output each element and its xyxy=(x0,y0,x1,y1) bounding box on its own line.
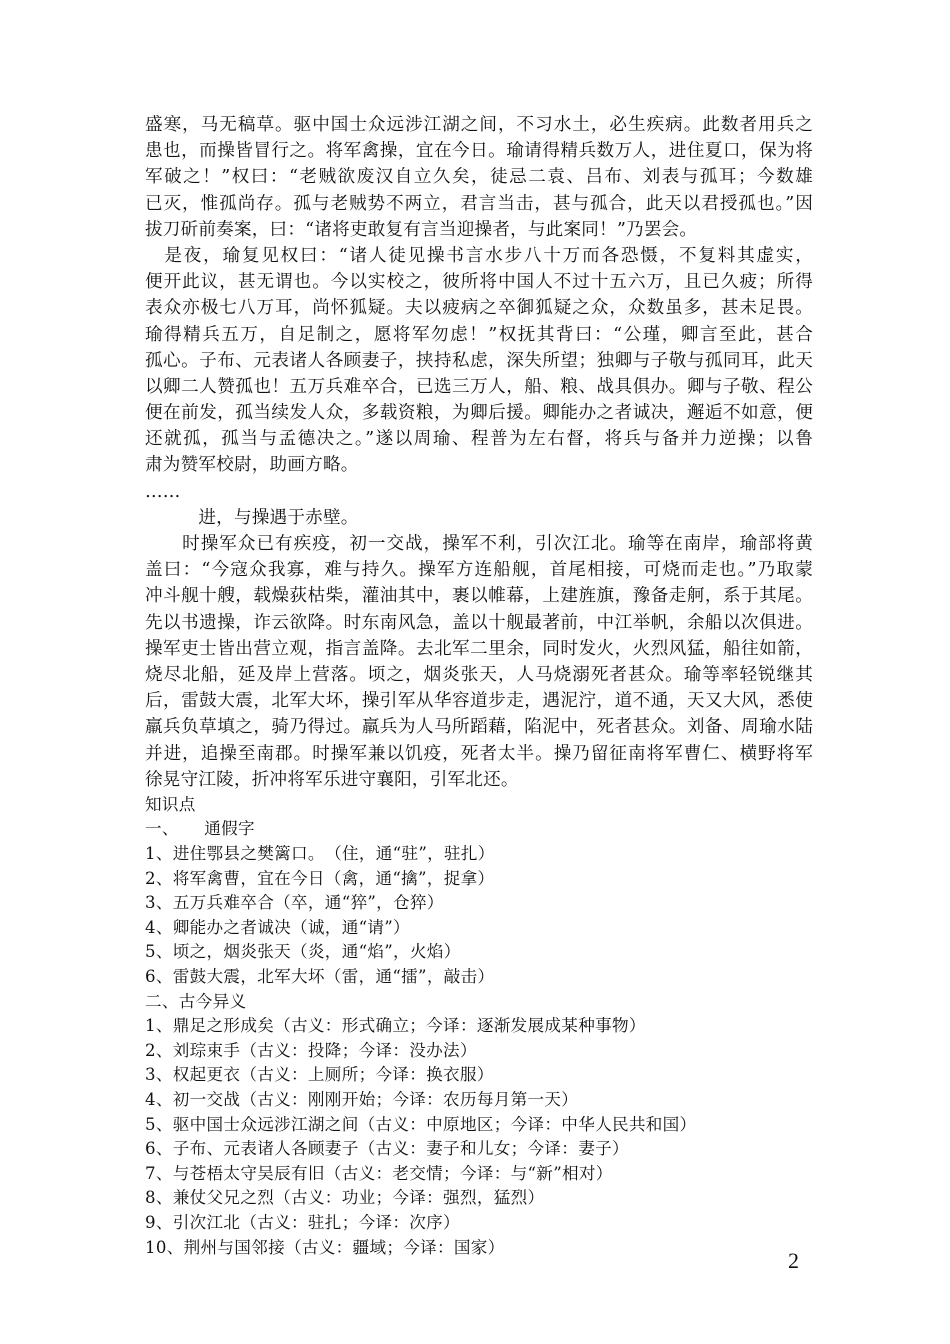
passage-paragraph-3: 进，与操遇于赤壁。 xyxy=(145,507,359,528)
list-item: 1、进住鄂县之樊篱口。 （住，通“驻”，驻扎） xyxy=(145,844,495,864)
text-line: 羸兵负草填之，骑乃得过。羸兵为人马所蹈藉，陷泥中，死者甚众。刘备、周瑜水陆 xyxy=(145,717,813,738)
text-line: 盖曰：“今寇众我寡，难与持久。操军方连船舰，首尾相接，可烧而走也。”乃取蒙 xyxy=(145,560,813,581)
section-title-gujinyiyi: 二、古今异义 xyxy=(145,991,247,1011)
text-line: 以卿二人赞孤也！五万兵难卒合，已选三万人，船、粮、战具俱办。卿与子敬、程公 xyxy=(145,376,813,397)
list-item: 6、子布、元表诸人各顾妻子（古义：妻子和儿女；今译：妻子） xyxy=(145,1139,629,1159)
text-line: 先以书遗操，诈云欲降。时东南风急，盖以十舰最著前，中江举帆，余船以次俱进。 xyxy=(145,612,813,633)
text-line: 后，雷鼓大震，北军大坏，操引军从华容道步走，遇泥泞，道不通，天又大风，悉使 xyxy=(145,691,813,712)
text-line: 肃为赞军校尉，助画方略。 xyxy=(145,455,359,476)
text-line: 徐晃守江陵，折冲将军乐进守襄阳，引军北还。 xyxy=(145,769,519,790)
text-line: 拔刀斫前奏案，曰：“诸将吏敢复有言当迎操者，与此案同！”乃罢会。 xyxy=(145,219,698,240)
section-title-tongjiazi: 一、 通假字 xyxy=(145,819,255,839)
list-item: 10、荆州与国邻接（古义：疆域；今译：国家） xyxy=(145,1237,505,1257)
passage-paragraph-1 xyxy=(145,112,813,243)
text-line: 烧尽北船，延及岸上营落。顷之，烟炎张天，人马烧溺死者甚众。瑜等率轻锐继其 xyxy=(145,664,813,685)
list-item: 1、鼎足之形成矣（古义：形式确立；今译：逐渐发展成某种事物） xyxy=(145,1016,646,1036)
page-content xyxy=(145,112,813,1260)
page-number: 2 xyxy=(788,1248,799,1273)
list-item: 5、顷之，烟炎张天（炎，通“焰”，火焰） xyxy=(145,942,461,962)
text-line: 便在前发，孤当续发人众，多载资粮，为卿后援。卿能办之者诚决，邂逅不如意，便 xyxy=(145,403,813,424)
passage-paragraph-2 xyxy=(145,243,813,479)
text-line: 患也，而操皆冒行之。将军禽操，宜在今日。瑜请得精兵数万人，进住夏口，保为将 xyxy=(145,141,813,162)
text-line: 瑜得精兵五万，自足制之，愿将军勿虑！”权抚其背曰：“公瑾，卿言至此，甚合 xyxy=(145,324,813,345)
list-item: 6、雷鼓大震，北军大坏（雷，通“擂”，敲击） xyxy=(145,967,495,987)
gujinyiyi-list xyxy=(145,1014,813,1260)
text-line: 并进，追操至南郡。时操军兼以饥疫，死者太半。操乃留征南将军曹仁、横野将军 xyxy=(145,743,813,764)
list-item: 4、卿能办之者诚决（诚，通“请”） xyxy=(145,917,410,937)
text-line: 操军吏士皆出营立观，指言盖降。去北军二里余，同时发火，火烈风猛，船往如箭， xyxy=(145,638,813,659)
list-item: 3、权起更衣（古义：上厕所；今译：换衣服） xyxy=(145,1065,494,1085)
list-item: 2、刘琮束手（古义：投降；今译：没办法） xyxy=(145,1040,477,1060)
text-line: 盛寒，马无稿草。驱中国士众远涉江湖之间，不习水土，必生疾病。此数者用兵之 xyxy=(145,115,813,135)
text-line: 孤心。子布、元表诸人各顾妻子，挟持私虑，深失所望；独卿与子敬与孤同耳，此天 xyxy=(145,350,813,371)
list-item: 2、将军禽曹，宜在今日（禽，通“擒”，捉拿） xyxy=(145,868,495,888)
tongjiazi-list xyxy=(145,842,813,990)
list-item: 3、五万兵难卒合（卒，通“猝”，仓猝） xyxy=(145,893,444,913)
list-item: 4、初一交战（古义：刚刚开始；今译：农历每月第一天） xyxy=(145,1090,579,1109)
list-item: 9、引次江北（古义：驻扎；今译：次序） xyxy=(145,1212,460,1232)
text-line: 已灭，惟孤尚存。孤与老贼势不两立，君言当击，甚与孤合，此天以君授孤也。”因 xyxy=(145,193,813,214)
ellipsis: …… xyxy=(145,481,181,502)
list-item: 7、与苍梧太守吴辰有旧（古义：老交情；今译：与“新”相对） xyxy=(145,1163,613,1183)
text-line: 还就孤，孤当与孟德决之。”遂以周瑜、程普为左右督，将兵与备并力逆操；以鲁 xyxy=(145,429,813,450)
text-line: 便开此议，甚无谓也。今以实校之，彼所将中国人不过十五六万，且已久疲；所得 xyxy=(145,272,813,293)
list-item: 8、兼仗父兄之烈（古义：功业；今译：强烈，猛烈） xyxy=(145,1188,545,1208)
text-line: 军破之！”权曰：“老贼欲废汉自立久矣，徒忌二袁、吕布、刘表与孤耳；今数雄 xyxy=(145,167,813,188)
list-item: 5、驱中国士众远涉江湖之间（古义：中原地区；今译：中华人民共和国） xyxy=(145,1114,697,1134)
knowledge-heading: 知识点 xyxy=(145,794,196,814)
text-line: 冲斗舰十艘，载燥荻枯柴，灌油其中，裹以帷幕，上建旌旗，豫备走舸，系于其尾。 xyxy=(145,586,813,607)
text-line: 表众亦极七八万耳，尚怀狐疑。夫以疲病之卒御狐疑之众，众数虽多，甚未足畏。 xyxy=(145,298,813,319)
text-line: 时操军众已有疾疫，初一交战，操军不利，引次江北。瑜等在南岸，瑜部将黄 xyxy=(145,534,813,554)
passage-paragraph-4 xyxy=(145,531,813,793)
text-line: 是夜，瑜复见权曰：“诸人徒见操书言水步八十万而各恐慑，不复料其虚实， xyxy=(145,245,813,266)
